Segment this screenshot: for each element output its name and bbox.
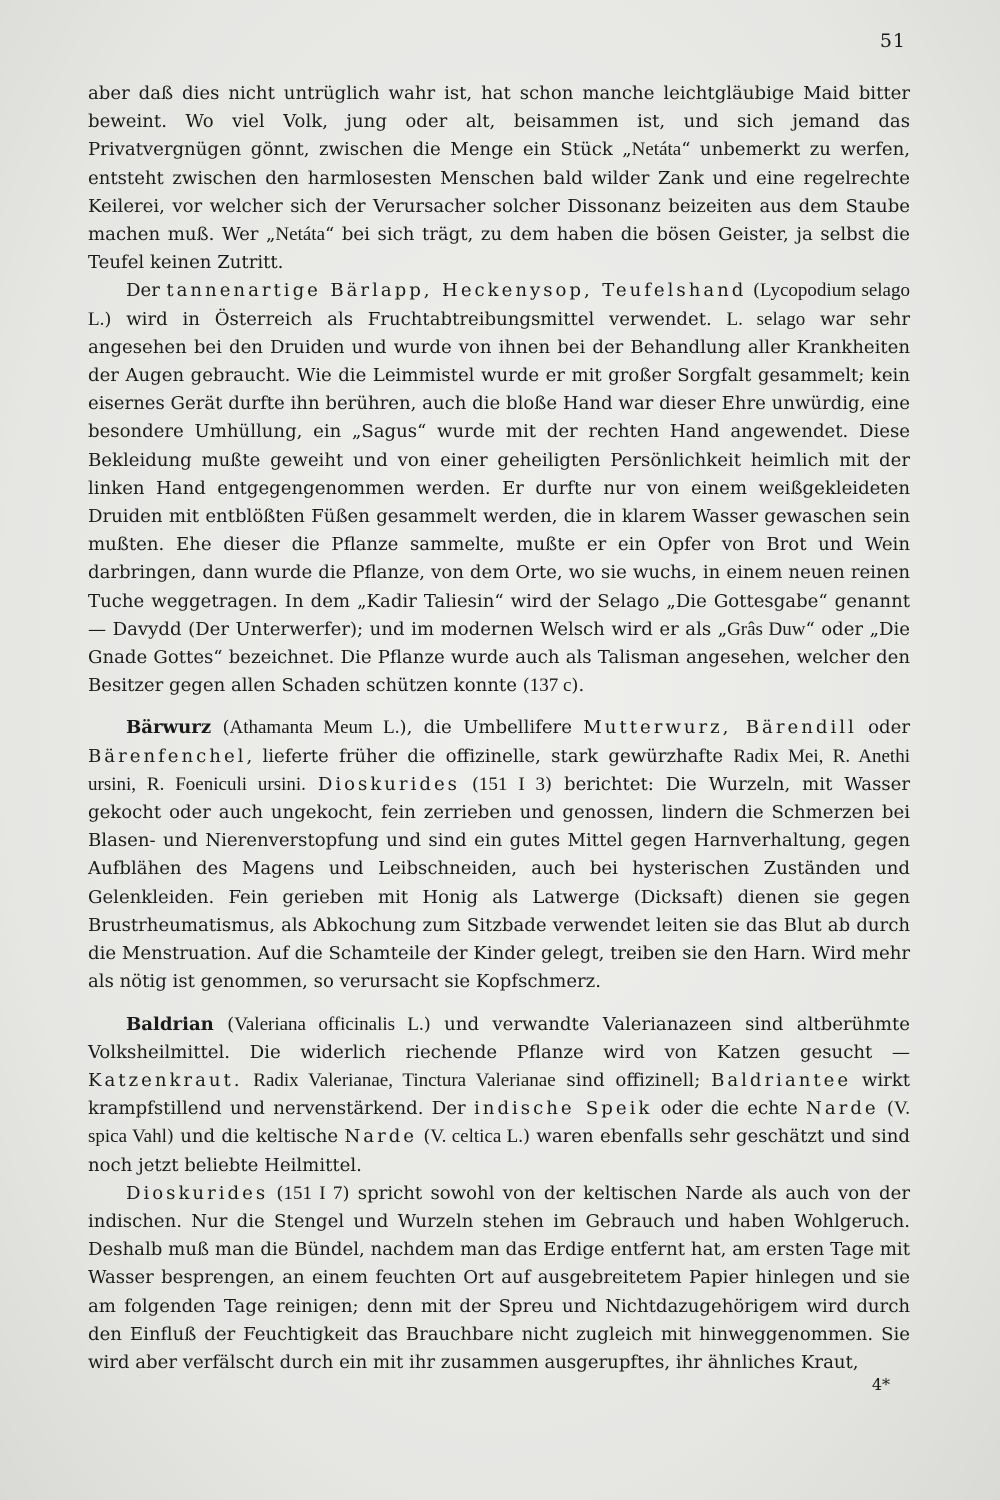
page-number: 51 [879,30,906,52]
text-run: ( [459,773,479,795]
text-run: “ oder „Die Gnade Gottes“ bezeichnet. Die Pflanze wurde auch als Talisman angesehen, welcher den Besitzer gegen allen Schaden schützen konnte ( [88,618,910,697]
text-run: ) und verwandte Valerianazeen sind altberühmte Volksheilmittel. Die widerlich riechende Pflanze wird von Katzen gesucht — [88,1013,911,1063]
text-run: ( [417,1126,431,1148]
text-run: war sehr angesehen bei den Druiden und wurde von ihnen bei der Behandlung aller Krankheiten der Augen gebraucht. Wie die Leimmistel wurde er mit großer Sorgfalt gesammelt; kein eisernes Gerät durfte ihn berühren, auch die bloße Hand war dieser Ehre unwürdig, eine besondere Umhüllung, ein „Sagus“ wurde mit der rechten Hand angewendet. Diese Bekleidung mußte geweiht und von einer geheiligten Persönlichkeit heimlich mit der linken Hand entgegengenommen werden. Er durfte nur von einem weißgekleideten Druiden mit entblößten Füßen gesammelt werden, die in klarem Wasser gewaschen sein mußten. Ehe dieser die Pflanze sammelte, mußte er ein Opfer von Brot und Wein darbringen, dann wurde die Pflanze, von dem Orte, wo sie wuchs, in einem neuen reinen Tuche weggetragen. In dem „Kadir Taliesin“ wird der Selago „Die Gottesgabe“ genannt — Davydd (Der Unterwerfer); und im modernen Welsch wird er als „ [88,308,910,640]
text-run: oder die echte [652,1098,807,1120]
spaced-text: Narde [344,1126,418,1148]
paragraph [88,80,910,277]
paragraph [88,1011,910,1180]
text-run: ) spricht sowohl von der keltischen Narde als auch von der indischen. Nur die Stengel und Wurzeln stehen im Gebrauch und haben Wohlgeruch. Deshalb muß man die Bündel, nachdem man das Erdige entfernt hat, am ersten Tage mit Wasser besprengen, an einem feuchten Ort auf ausgebreitetem Papier hinlegen und sie am folgenden Tage reinigen; denn mit der Spreu und Nichtdazugehörigem wird durch den Einfluß der Feuchtigkeit das Brauchbare nicht zugleich mit hinweggenommen. Sie wird aber verfälscht durch ein mit ihr zusammen ausgerupftes, ihr ähnliches Kraut, [88,1182,910,1373]
text-run: ( [211,717,230,739]
spaced-text: indische Speik [474,1098,653,1120]
spaced-text: tannenartige Bärlapp, Heckenysop, Teufelshand [166,280,747,302]
latin-text: Radix Valerianae, Tinctura Valerianae [253,1069,556,1091]
text-run: ), die Umbellifere [399,717,584,739]
latin-text: Lycopodium selago L. [88,280,910,330]
latin-text: Valeriana officinalis L. [234,1013,424,1035]
text-run: oder [856,717,910,739]
text-run: ). [571,675,585,697]
heading-text: Baldrian [126,1013,214,1035]
latin-text: Athamanta Meum L. [229,717,400,739]
latin-text: Netáta [631,139,682,161]
text-run: ) wird in Österreich als Fruchtabtreibungsmittel verwendet. [104,308,727,330]
text-run [243,1070,254,1091]
latin-text: Radix Mei, R. Anethi ursini, R. Foeniculi ursini. [88,745,910,795]
text-run: , lieferte früher die offizinelle, stark gewürzhafte [246,745,734,767]
text-run: “ unbemerkt zu werfen, entsteht zwischen den harmlosesten Menschen bald wilder Zank und eine regelrechte Keilerei, vor welcher sich der Verursacher solcher Dissonanz beizeiten aus dem Staube machen muß. Wer „ [88,139,910,246]
spaced-text: Mutterwurz, Bärendill [583,717,857,739]
latin-text: 151 I 7 [283,1182,343,1204]
text-run: ( [746,280,760,302]
paragraph [88,714,910,996]
text-run: ) und die keltische [166,1126,345,1148]
spaced-text: Dioskurides [126,1182,269,1204]
text-run: wirkt krampfstillend und nervenstärkend. Der [88,1069,910,1120]
spaced-text: Dioskurides [317,773,460,795]
spaced-text: Katzenkraut. [88,1069,243,1091]
paragraph [88,277,910,700]
signature-mark: 4* [871,1375,890,1394]
text-run: ( [268,1182,284,1204]
text-run: “ bei sich trägt, zu dem haben die bösen Geister, ja selbst die Teufel keinen Zutritt. [88,224,910,274]
text-run: ) berichtet: Die Wurzeln, mit Wasser gekocht oder auch ungekocht, fein zerrieben und genossen, lindern die Schmerzen bei Blasen- und Nierenverstopfung und sind ein gutes Mittel gegen Harnverhaltung, gegen Aufblähen des Magens und Leibschneiden, auch bei hysterischen Zuständen und Gelenkleiden. Fein gerieben mit Honig als Latwerge (Dicksaft) dienen sie gegen Brustrheumatismus, als Abkochung zum Sitzbade verwendet leiten sie das Blut ab durch die Menstruation. Auf die Schamteile der Kinder gelegt, treiben sie den Harn. Wird mehr als nötig ist genommen, so verursacht sie Kopfschmerz. [88,773,911,993]
latin-text: Grâs Duw [727,618,806,640]
paragraph [88,1180,910,1377]
text-run [306,774,318,795]
text-run: Der [126,280,167,302]
spaced-text: Bärenfenchel [88,745,247,767]
heading-text: Bärwurz [126,717,212,739]
latin-text: V. spica Vahl [88,1098,911,1148]
text-run: ( [878,1098,894,1120]
text-run: ( [213,1013,235,1035]
text-run: aber daß dies nicht untrüglich wahr ist, hat schon manche leichtgläubige Maid bitter beweint. Wo viel Volk, jung oder alt, beisammen ist, und sich jemand das Privatvergnügen gönnt, zwischen die Menge ein Stück „ [88,83,910,161]
text-run: sind offizinell; [555,1069,712,1091]
latin-text: L. selago [726,308,806,330]
text-run: ) waren ebenfalls sehr geschätzt und sind noch jetzt beliebte Heilmittel. [88,1126,910,1176]
latin-text: 151 I 3 [478,773,546,795]
latin-text: 137 c [529,675,572,697]
spaced-text: Baldriantee [711,1069,852,1091]
latin-text: Netáta [275,224,325,246]
spaced-text: Narde [806,1098,879,1120]
body-text [88,80,910,1377]
latin-text: V. celtica L. [430,1126,523,1148]
